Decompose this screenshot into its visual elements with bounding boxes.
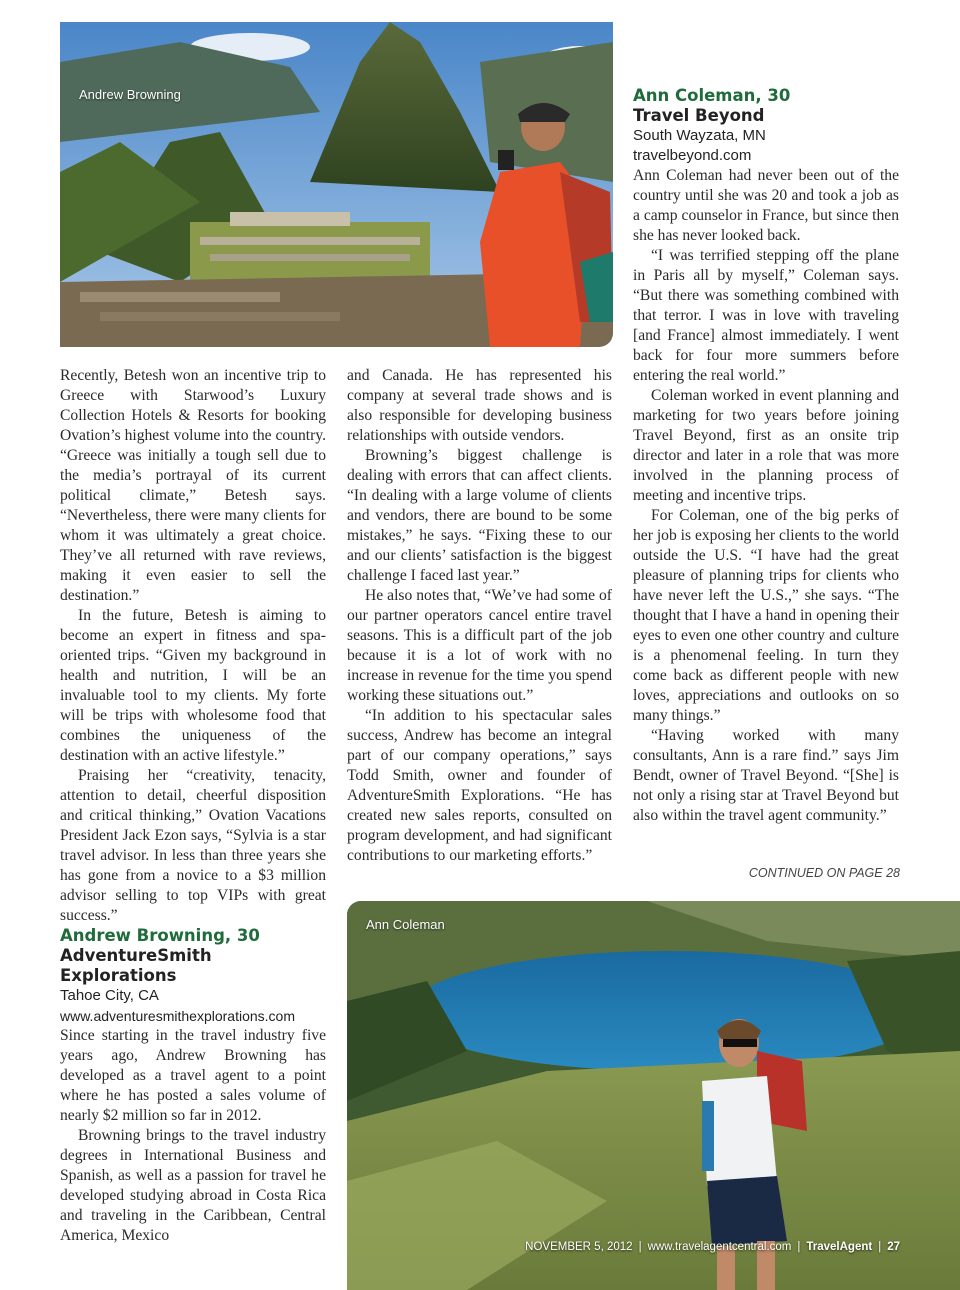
photo-credit: Ann Coleman	[366, 917, 445, 932]
profile-name: Ann Coleman, 30	[633, 86, 791, 105]
profile-company: Travel Beyond	[633, 106, 765, 125]
profile-location: South Wayzata, MN	[633, 127, 766, 144]
profile-website[interactable]: www.adventuresmithexplorations.com	[60, 1008, 295, 1024]
photo-ann-coleman-hiking	[347, 901, 960, 1290]
photo-credit: Andrew Browning	[79, 87, 181, 102]
profile-ann-coleman	[633, 86, 899, 826]
profile-name: Andrew Browning, 30	[60, 926, 260, 945]
paragraph: Ann Coleman had never been out of the country until she was 20 and took a job as a camp counselor in France, but since then she has never looked back.	[633, 167, 899, 244]
paragraph: Browning’s biggest challenge is dealing with errors that can affect clients. “In dealing with a large volume of clients and vendors, there are bound to be some mistakes,” he says. “Fixing these to our and our clients’ satisfaction is the biggest challenge I faced last year.”	[347, 447, 612, 584]
profile-website[interactable]: travelbeyond.com	[633, 147, 752, 164]
paragraph: He also notes that, “We’ve had some of our partner operators cancel entire travel seasons. This is a difficult part of the job because it is a lot of work with no increase in revenue for the time you spend working these situations out.”	[347, 587, 612, 704]
footer-magazine: TravelAgent	[806, 1241, 873, 1253]
profile-company: AdventureSmith Explorations	[60, 946, 212, 985]
column-1	[60, 366, 326, 926]
page-footer: NOVEMBER 5, 2012 | www.travelagentcentral.com | TravelAgent | 27	[525, 1241, 900, 1253]
paragraph: Recently, Betesh won an incentive trip to Greece with Starwood’s Luxury Collection Hotels & Resorts for booking Ovation’s highest volume into the country. “Greece was initially a tough sell due to the media’s portrayal of its current political climate,” Betesh says. “Nevertheless, there were many clients for whom it was ultimately a great choice. They’ve all returned with rave reviews, making it even easier to sell the destination.”	[60, 367, 326, 604]
lake-hike-illustration	[347, 901, 960, 1290]
paragraph: For Coleman, one of the big perks of her job is exposing her clients to the world outside the U.S. “I have had the great pleasure of planning trips for clients who have never left the U.S.,” she says. “The thought that I have a hand in opening their eyes to even one other country and culture is a phenomenal feeling. In turn they come back as different people with new loves, appreciations and outlooks on so many things.”	[633, 507, 899, 724]
footer-date: NOVEMBER 5, 2012	[525, 1241, 633, 1253]
footer-website[interactable]: www.travelagentcentral.com	[647, 1241, 792, 1253]
continued-notice: CONTINUED ON PAGE 28	[748, 866, 900, 880]
paragraph: Coleman worked in event planning and marketing for two years before joining Travel Beyond, first as an onsite trip director and later in a role that was more involved in the planning process of meeting and incentive trips.	[633, 387, 899, 504]
paragraph: “Having worked with many consultants, Ann is a rare find.” says Jim Bendt, owner of Travel Beyond. “[She] is not only a rising star at Travel Beyond but also within the travel agent community.”	[633, 727, 899, 824]
column-2	[347, 366, 612, 866]
profile-andrew-browning	[60, 926, 326, 1246]
paragraph: Since starting in the travel industry five years ago, Andrew Browning has developed as a travel agent to a point where he has posted a sales volume of nearly $2 million so far in 2012.	[60, 1027, 326, 1124]
machu-picchu-illustration	[60, 22, 613, 347]
footer-page-number: 27	[887, 1241, 900, 1253]
paragraph: Browning brings to the travel industry degrees in International Business and Spanish, as well as a passion for travel he developed studying abroad in Costa Rica and traveling in the Caribbean, Central America, Mexico	[60, 1127, 326, 1244]
profile-location: Tahoe City, CA	[60, 987, 159, 1004]
paragraph: and Canada. He has represented his company at several trade shows and is also responsible for developing business relationships with outside vendors.	[347, 367, 612, 444]
paragraph: Praising her “creativity, tenacity, attention to detail, cheerful disposition and critical thinking,” Ovation Vacations President Jack Ezon says, “Sylvia is a star travel advisor. In less than three years she has gone from a novice to a $3 million advisor selling to top VIPs with great success.”	[60, 767, 326, 924]
paragraph: In the future, Betesh is aiming to become an expert in fitness and spa-oriented trips. “Given my background in health and nutrition, I will be an invaluable tool to my clients. My forte will be trips with wholesome food that combines the uniqueness of the destination with an active lifestyle.”	[60, 607, 326, 764]
paragraph: “I was terrified stepping off the plane in Paris all by myself,” Coleman says. “But there was something combined with that terror. I was in love with traveling [and France] almost immediately. I went back for four more summers before entering the real world.”	[633, 247, 899, 384]
photo-machu-picchu	[60, 22, 613, 347]
paragraph: “In addition to his spectacular sales success, Andrew has become an integral part of our company operations,” says Todd Smith, owner and founder of AdventureSmith Explorations. “He has created new sales reports, consulted on program development, and had significant contributions to our marketing efforts.”	[347, 707, 612, 864]
